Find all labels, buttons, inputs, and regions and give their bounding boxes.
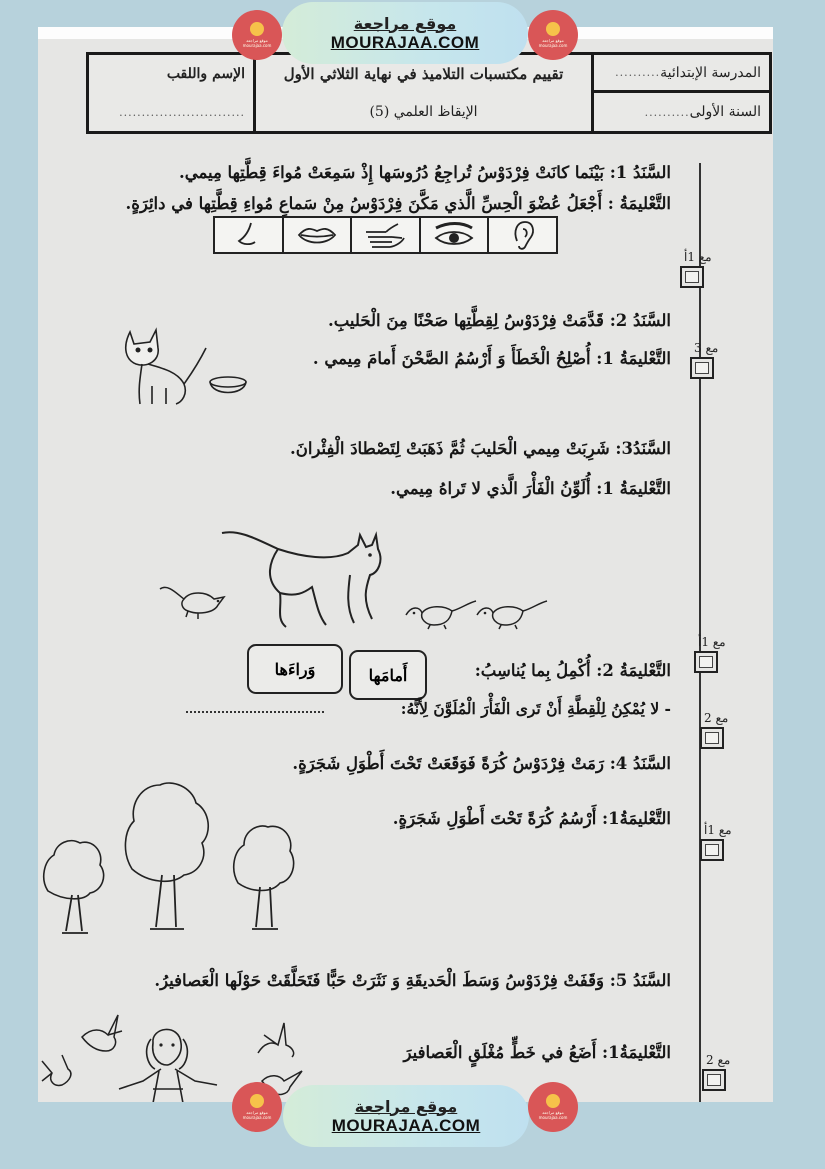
score-2-label: مع 3 — [694, 341, 719, 355]
worksheet-paper — [38, 27, 773, 1102]
school-label: المدرسة الإبتدائية — [660, 64, 761, 81]
score-column-divider — [699, 163, 701, 1102]
header-school-cell — [591, 55, 769, 131]
task-1-text: التَّعْليمَةُ : أَجْعَلُ عُضْوَ الْحِسِّ الَّذي مَكَّنَ فِرْدَوْسُ مِنْ سَماعِ مُواءِ قِطَّتِها في دائِرَةٍ. — [125, 194, 671, 213]
header-name-cell — [89, 55, 253, 131]
option-waraaha[interactable]: وَراءَها — [247, 644, 343, 694]
logo-icon — [546, 22, 560, 36]
fill-sentence: - لا يُمْكِنُ لِلْقِطَّةِ أَنْ تَرى الْفَأْرَ الْمُلَوَّنَ لِأَنَّهُ: — [400, 699, 671, 718]
name-dots: ............................ — [119, 105, 245, 119]
task-3-2-text: التَّعْليمَةُ 2: أُكْمِلُ بِما يُناسِبُ: — [474, 661, 671, 680]
score-3-label: مع 1أ — [698, 635, 726, 649]
site-banner-top[interactable] — [282, 2, 528, 64]
score-5 — [696, 823, 773, 861]
nose-icon — [231, 221, 265, 249]
bowl-icon — [206, 374, 250, 402]
mouse-icon — [158, 581, 233, 623]
support-2-text: السَّنَدُ 2: قَدَّمَتْ فِرْدَوْسُ لِقِطَّتِها صَحْنًا مِنَ الْحَليبِ. — [327, 311, 671, 330]
banner-arabic: موقع مراجعة — [353, 13, 457, 33]
senses-table — [213, 216, 558, 254]
score-3-box[interactable] — [694, 651, 718, 673]
bird-icon — [254, 1019, 304, 1059]
score-4 — [696, 711, 773, 749]
mouse-icon — [404, 595, 479, 631]
answer-line[interactable] — [186, 711, 324, 713]
site-logo-left-top[interactable]: موقع مراجعة mourajaa.com — [232, 10, 282, 60]
ear-icon — [509, 219, 537, 251]
tree-icon — [120, 777, 212, 937]
banner-latin: MOURAJAA.COM — [330, 32, 480, 52]
logo-icon — [546, 1094, 560, 1108]
year-label: السنة الأولى — [689, 104, 761, 120]
banner-arabic: موقع مراجعة — [354, 1096, 458, 1116]
lips-icon — [297, 223, 337, 247]
page-title: تقييم مكتسبات التلاميذ في نهاية الثلاثي الأول — [283, 65, 564, 83]
header-title-cell — [253, 55, 591, 131]
score-6-label: مع 2 — [706, 1053, 731, 1067]
girl-icon — [113, 1019, 223, 1102]
site-logo-right-bottom[interactable]: موقع مراجعة mourajaa.com — [528, 1082, 578, 1132]
site-logo-right-top[interactable]: موقع مراجعة mourajaa.com — [528, 10, 578, 60]
year-dots: .......... — [644, 105, 690, 119]
eye-cell[interactable] — [419, 218, 488, 252]
score-6 — [698, 1053, 773, 1091]
logo-icon — [250, 1094, 264, 1108]
score-4-label: مع 2 — [704, 711, 729, 725]
nose-cell[interactable] — [215, 218, 282, 252]
cat-icon — [220, 527, 395, 632]
score-4-box[interactable] — [700, 727, 724, 749]
task-5-text: التَّعْليمَةُ1: أَضَعُ في خَطٍّ مُغْلَقٍ الْعَصافيرَ — [403, 1043, 671, 1062]
score-5-label: مع 1أ — [704, 823, 732, 837]
site-logo-left-bottom[interactable]: موقع مراجعة mourajaa.com — [232, 1082, 282, 1132]
ear-cell[interactable] — [487, 218, 556, 252]
score-1 — [676, 250, 754, 288]
task-2-text: التَّعْليمَةُ 1: أُصْلِحُ الْخَطَأَ وَ أَرْسُمُ الصَّحْنَ أَمامَ مِيمي . — [312, 349, 671, 368]
score-5-box[interactable] — [700, 839, 724, 861]
lips-cell[interactable] — [282, 218, 351, 252]
support-1-text: السَّنَدُ 1: بَيْنَما كانَتْ فِرْدَوْسُ تُراجِعُ دُرُوسَها إِذْ سَمِعَتْ مُواءَ قِطَّتِها مِيمي. — [178, 163, 671, 182]
score-3 — [690, 635, 768, 673]
page-subtitle: الإيقاظ العلمي (5) — [369, 104, 478, 120]
tree-icon — [228, 817, 300, 937]
hand-icon — [362, 220, 408, 250]
worksheet-header — [86, 52, 772, 134]
logo-icon — [250, 22, 264, 36]
score-2-box[interactable] — [690, 357, 714, 379]
hand-cell[interactable] — [350, 218, 419, 252]
support-3-text: السَّنَدُ3: شَرِبَتْ مِيمي الْحَليبَ ثُمَّ ذَهَبَتْ لِتَصْطادَ الْفِئْرانَ. — [289, 439, 671, 458]
name-label: الإسم واللقب — [166, 66, 245, 82]
tree-icon — [38, 831, 110, 941]
score-6-box[interactable] — [702, 1069, 726, 1091]
score-2 — [686, 341, 764, 379]
score-1-label: مع 1أ — [684, 250, 712, 264]
cat-icon — [118, 326, 213, 411]
school-dots: .......... — [615, 66, 661, 79]
task-4-text: التَّعْليمَةُ1: أَرْسُمُ كُرَةً تَحْتَ أَطْوَلِ شَجَرَةٍ. — [392, 809, 671, 828]
score-1-box[interactable] — [680, 266, 704, 288]
bird-icon — [38, 1051, 78, 1091]
banner-latin: MOURAJAA.COM — [331, 1115, 481, 1135]
option-amamaha[interactable]: أَمامَها — [349, 650, 427, 700]
mouse-icon — [475, 595, 550, 631]
eye-icon — [432, 222, 476, 248]
site-banner-bottom[interactable] — [283, 1085, 529, 1147]
task-3-1-text: التَّعْليمَةُ 1: أُلَوِّنُ الْفَأْرَ الَّذي لا تَراهُ مِيمي. — [390, 479, 671, 498]
support-5-text: السَّنَدُ 5: وَقَفَتْ فِرْدَوْسُ وَسَطَ الْحَديقَةِ وَ نَثَرَتْ حَبًّا فَتَحَلَّقَتْ حَوْلَها الْعَصافيرُ. — [154, 971, 671, 990]
support-4-text: السَّنَدُ 4: رَمَتْ فِرْدَوْسُ كُرَةً فَوَقَعَتْ تَحْتَ أَطْوَلِ شَجَرَةٍ. — [292, 754, 671, 773]
